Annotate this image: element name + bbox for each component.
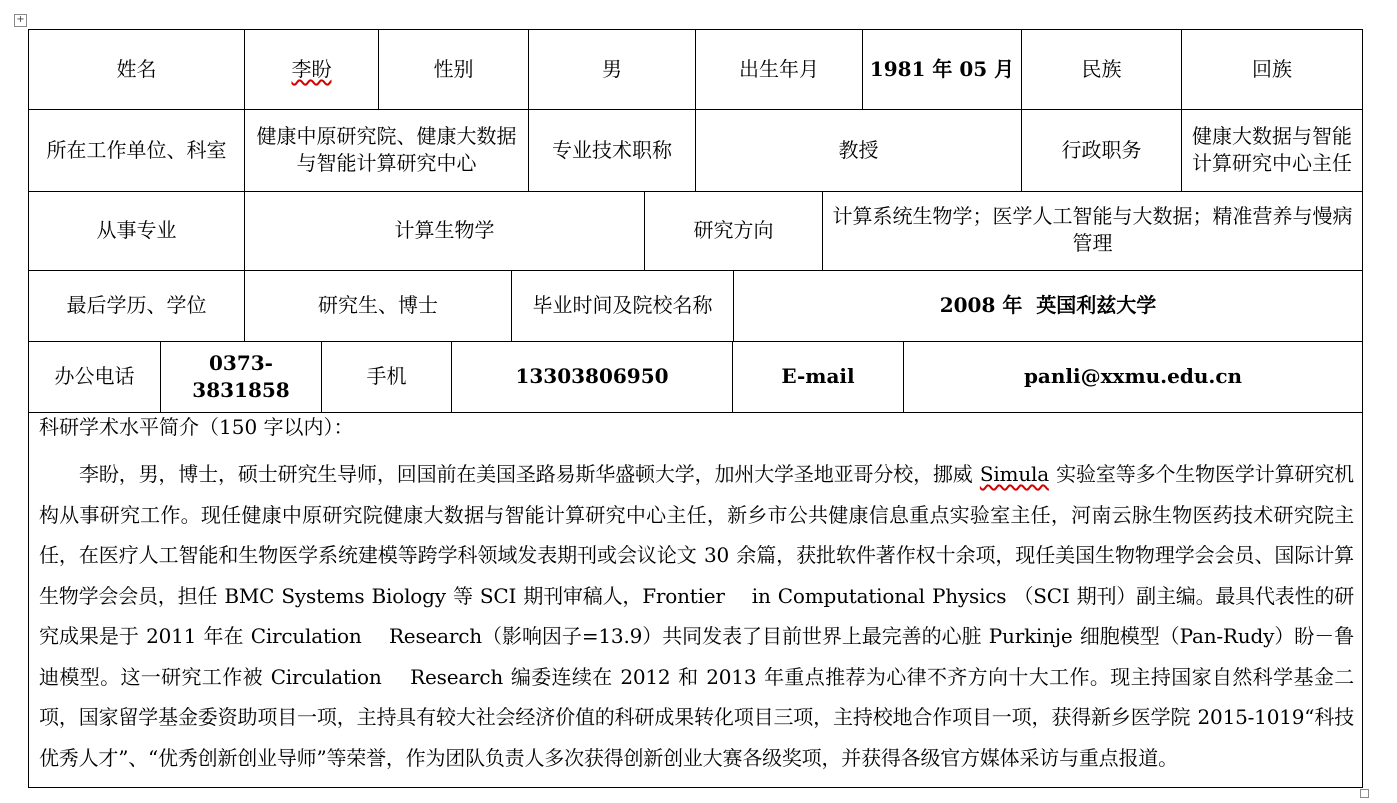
table-resize-handle-icon[interactable] <box>1360 789 1369 798</box>
mobile-value: 13303806950 <box>452 341 733 412</box>
research-summary-section <box>29 412 1362 789</box>
summary-heading: 科研学术水平简介（150 字以内）： <box>39 415 354 439</box>
ethnic-value: 回族 <box>1252 57 1292 81</box>
resume-table <box>28 29 1363 788</box>
table-row-education <box>29 270 1362 342</box>
email-value: panli@xxmu.edu.cn <box>1023 364 1243 388</box>
table-move-handle-icon[interactable]: + <box>14 14 27 27</box>
name-label: 姓名 <box>29 30 245 109</box>
degree-label: 最后学历、学位 <box>29 270 245 341</box>
email-label: E-mail <box>733 341 904 412</box>
admin-position-label: 行政职务 <box>1022 109 1182 191</box>
major-value: 计算生物学 <box>245 191 645 270</box>
office-phone-value: 0373-3831858 <box>161 341 322 412</box>
table-row-specialty <box>29 191 1362 271</box>
name-value: 李盼 <box>245 30 379 109</box>
summary-simula-word: Simula <box>979 462 1049 486</box>
research-direction-label: 研究方向 <box>645 191 823 270</box>
professional-title-label: 专业技术职称 <box>529 109 696 191</box>
unit-label: 所在工作单位、科室 <box>29 109 245 191</box>
office-phone-label: 办公电话 <box>29 341 161 412</box>
ethnic-label: 民族 <box>1022 30 1182 109</box>
major-label: 从事专业 <box>29 191 245 270</box>
mobile-label: 手机 <box>322 341 452 412</box>
table-row-basic-info <box>29 30 1362 110</box>
gender-value: 男 <box>529 30 696 109</box>
table-row-contact <box>29 341 1362 413</box>
table-row-employment <box>29 109 1362 192</box>
birth-value: 1981 年 05 月 <box>863 30 1022 109</box>
degree-value: 研究生、博士 <box>245 270 512 341</box>
research-direction-value: 计算系统生物学；医学人工智能与大数据；精准营养与慢病管理 <box>832 204 1353 255</box>
unit-value: 健康中原研究院、健康大数据与智能计算研究中心 <box>245 109 529 191</box>
gender-label: 性别 <box>379 30 529 109</box>
summary-body: 李盼，男，博士，硕士研究生导师，回国前在美国圣路易斯华盛顿大学，加州大学圣地亚哥分校，挪威 Simula 实验室等多个生物医学计算研究机构从事研究工作。现任健康中原研究院健康大数据与智能计算研究中心主任，新乡市公共健康信息重点实验室主任，河南云脉生物医药技术研究院主任，在医疗人工智能和生物医学系统建模等跨学科领域发表期刊或会议论文 30 余篇，获批软件著作权十余项，现任美国生物物理学会会员、国际计算生物学会会员，担任 BMC Systems Biology 等 SCI 期刊审稿人，Frontier in Computational Physics （SCI 期刊）副主编。最具代表性的研究成果是于 2011 年在 Circulation Research（影响因子=13.9）共同发表了目前世界上最完善的心脏 Purkinje 细胞模型（Pan-Rudy）盼－鲁迪模型。这一研究工作被 Circulation Research 编委连续在 2012 和 2013 年重点推荐为心律不齐方向十大工作。现主持国家自然科学基金二项，国家留学基金委资助项目一项，主持具有较大社会经济价值的科研成果转化项目三项，主持校地合作项目一项，获得新乡医学院 2015-1019“科技优秀人才”、“优秀创新创业导师”等荣誉，作为团队负责人多次获得创新创业大赛各级奖项，并获得各级官方媒体采访与重点报道。 <box>39 462 1354 770</box>
birth-label: 出生年月 <box>696 30 863 109</box>
admin-position-value: 健康大数据与智能计算研究中心主任 <box>1192 124 1352 175</box>
professional-title-value: 教授 <box>696 109 1022 191</box>
graduation-value: 2008 年 英国利兹大学 <box>939 293 1157 317</box>
graduation-label: 毕业时间及院校名称 <box>512 270 734 341</box>
